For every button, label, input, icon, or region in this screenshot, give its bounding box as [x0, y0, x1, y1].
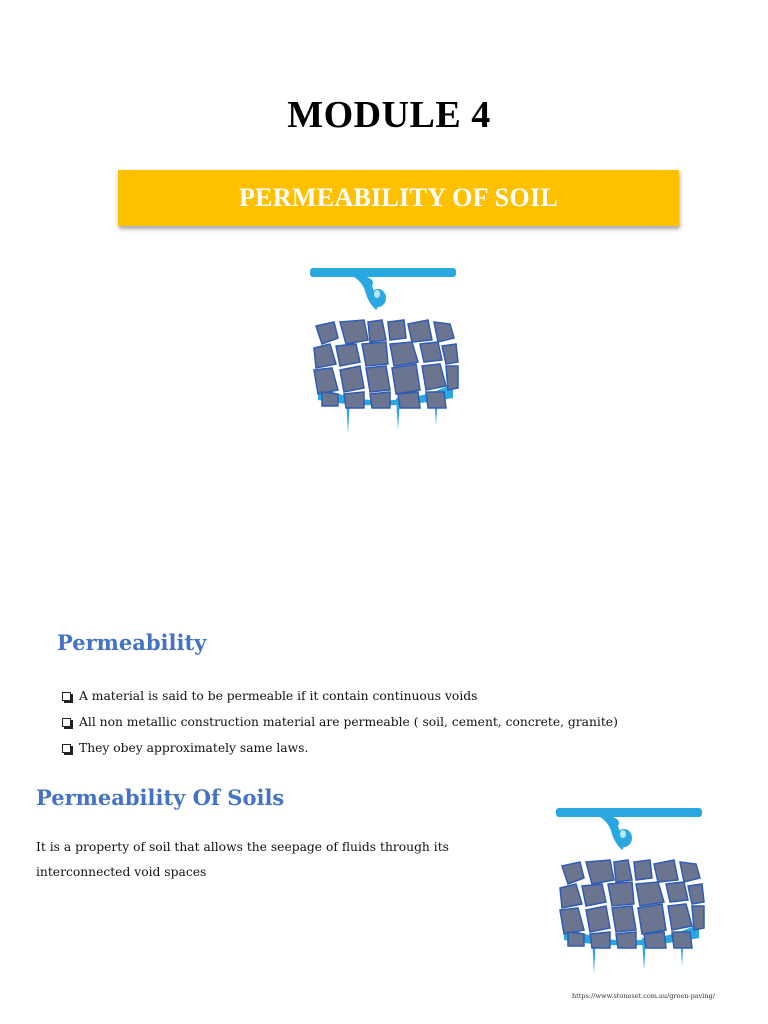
bullet-text: All non metallic construction material are permeable ( soil, cement, concrete, granite): [79, 715, 618, 729]
bullet-list: [62, 689, 618, 767]
section-heading-permeability-of-soils: Permeability Of Soils: [36, 785, 285, 810]
checkbox-bullet-icon: [62, 718, 71, 727]
checkbox-bullet-icon: [62, 744, 71, 753]
list-item: [62, 689, 618, 715]
image-source-caption: https://www.stoneset.com.au/green-paving/: [572, 992, 715, 1000]
paragraph-line: interconnected void spaces: [36, 865, 207, 879]
soil-water-seepage-icon: [308, 266, 460, 444]
bullet-text: A material is said to be permeable if it contain continuous voids: [79, 689, 478, 703]
soil-water-seepage-icon: [554, 806, 706, 984]
list-item: [62, 715, 618, 741]
title-banner: [118, 170, 679, 226]
list-item: [62, 741, 618, 767]
page-title: MODULE 4: [287, 94, 491, 136]
bullet-text: They obey approximately same laws.: [79, 741, 309, 755]
banner-text: PERMEABILITY OF SOIL: [238, 183, 558, 212]
section-heading-permeability: Permeability: [57, 630, 207, 655]
checkbox-bullet-icon: [62, 692, 71, 701]
paragraph-line: It is a property of soil that allows the seepage of fluids through its: [36, 840, 449, 854]
